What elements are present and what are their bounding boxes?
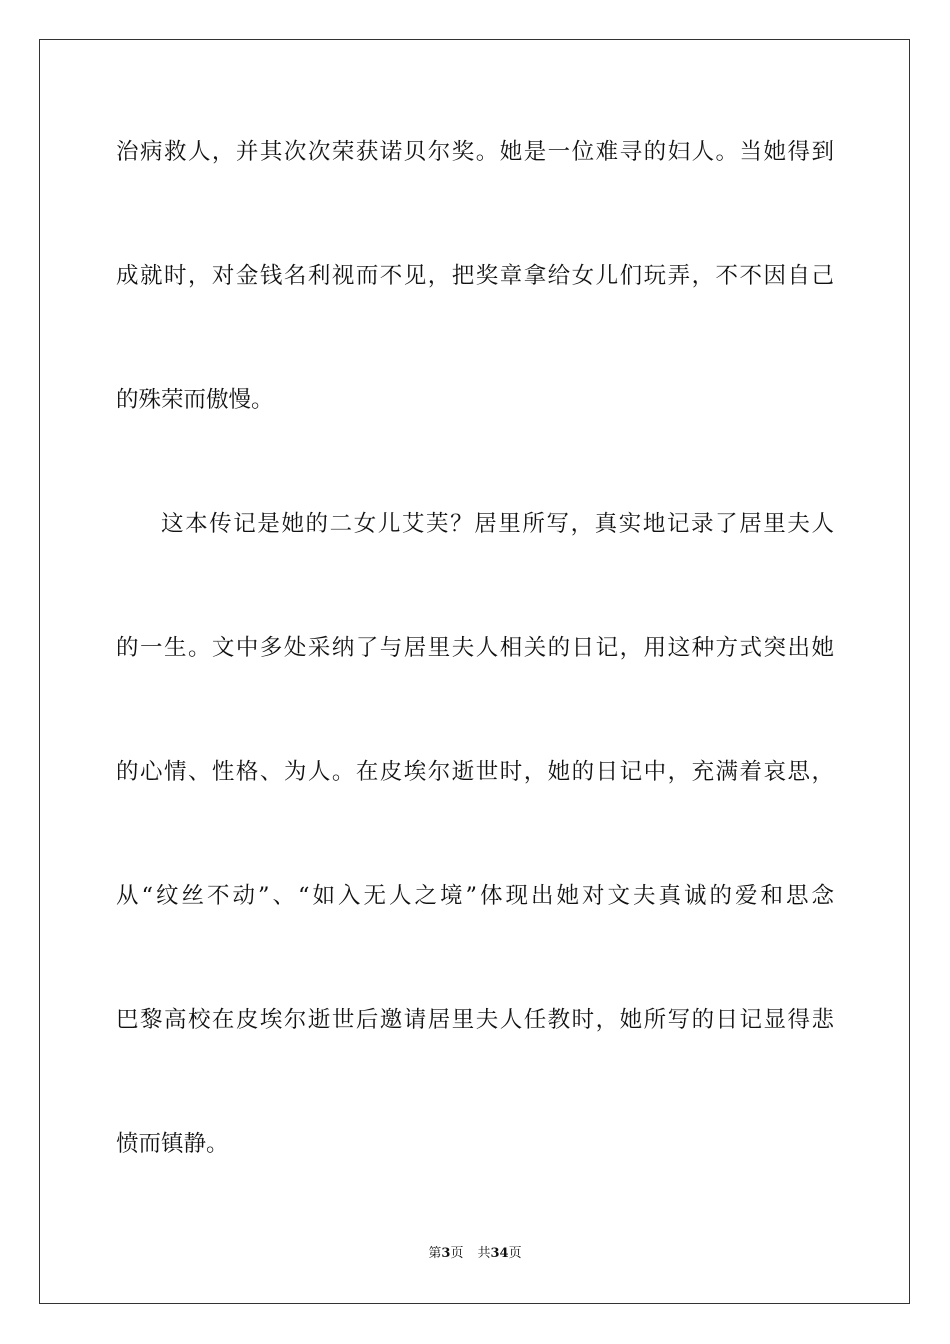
- footer-page-prefix: 第: [428, 1246, 442, 1261]
- text-line-6: 的心情、性格、为人。在皮埃尔逝世时，她的日记中，充满着哀思，: [116, 759, 834, 785]
- text-line-4: 这本传记是她的二女儿艾芙？居里所写，真实地记录了居里夫人: [161, 511, 834, 537]
- page-footer: [0, 1245, 950, 1263]
- footer-total-suffix: 页: [508, 1246, 522, 1261]
- text-line-7: 从“纹丝不动”、“如入无人之境”体现出她对文夫真诚的爱和思念: [116, 883, 834, 909]
- footer-page-suffix: 页: [450, 1246, 464, 1261]
- text-line-2: 成就时，对金钱名利视而不见，把奖章拿给女儿们玩弄，不不因自己: [116, 263, 834, 289]
- text-line-3: 的殊荣而傲慢。: [116, 387, 274, 413]
- page-border: [39, 39, 910, 1304]
- footer-total-prefix: 共: [477, 1246, 491, 1261]
- text-line-9: 愤而镇静。: [116, 1131, 229, 1157]
- text-line-8: 巴黎高校在皮埃尔逝世后邀请居里夫人任教时，她所写的日记显得悲: [116, 1007, 834, 1033]
- footer-page-number: 3: [441, 1246, 451, 1261]
- text-line-5: 的一生。文中多处采纳了与居里夫人相关的日记，用这种方式突出她: [116, 635, 834, 661]
- footer-total-pages: 34: [490, 1246, 509, 1261]
- text-line-1: 治病救人，并其次次荣获诺贝尔奖。她是一位难寻的妇人。当她得到: [116, 139, 834, 165]
